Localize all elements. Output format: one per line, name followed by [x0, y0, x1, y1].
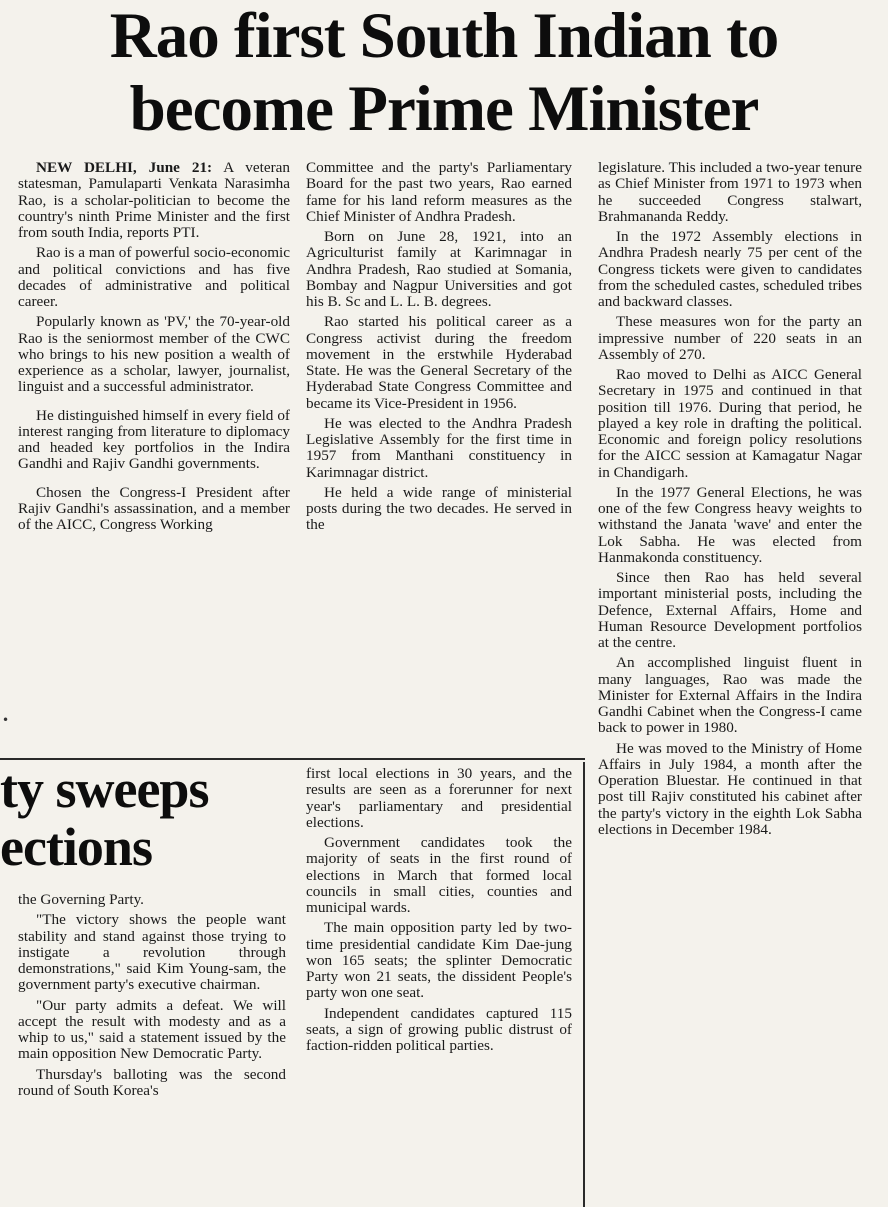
second-story-paragraph: The main opposition party led by two-time presidential candidate Kim Dae-jung won 165 seats; the splinter Democratic Party won 21 seats, the dissident People's party won one seat.: [306, 919, 572, 1002]
second-story-column-2: [306, 766, 572, 1054]
main-headline-line-1: Rao first South Indian to: [109, 0, 779, 72]
main-story-paragraph-text: A veteran statesman, Pamulaparti Venkata Narasimha Rao, is a scholar-politician to become the country's ninth Prime Minister and the first from south India, reports PTI.: [18, 159, 290, 241]
second-story-paragraph: "The victory shows the people want stability and stand against those trying to instigate a revolution through demonstrations," said Kim Young-sam, the government party's executive chairman.: [18, 911, 286, 994]
main-story-paragraph: He held a wide range of ministerial posts during the two decades. He served in the: [306, 483, 572, 534]
main-story-paragraph: In the 1977 General Elections, he was one of the few Congress heavy weights to withstand the Janata 'wave' and enter the Lok Sabha. He was elected from Hanmakonda constituency.: [598, 483, 862, 566]
main-story-paragraph: Since then Rao has held several important ministerial posts, including the Defence, External Affairs, Home and Human Resource Development portfolios at the centre.: [598, 569, 862, 651]
second-story-paragraph: Thursday's balloting was the second round of South Korea's: [18, 1065, 286, 1099]
main-story-paragraph: Committee and the party's Parliamentary Board for the past two years, Rao earned fame for his land reform measures as the Chief Minister of Andhra Pradesh.: [306, 159, 572, 225]
second-story-headline: [0, 760, 290, 876]
main-story-paragraph: Popularly known as 'PV,' the 70-year-old Rao is the seniormost member of the CWC who brings to his new position a wealth of experience as a scholar, lawyer, journalist, linguist and a successful administrator.: [18, 313, 290, 396]
main-story-paragraph: Rao is a man of powerful socio-economic and political convictions and has five decades of administrative and political career.: [18, 244, 290, 310]
column-rule: [583, 762, 585, 1207]
second-story-paragraph: Independent candidates captured 115 seats, a sign of growing public distrust of faction-ridden political parties.: [306, 1004, 572, 1054]
main-story-column-3: [598, 160, 862, 838]
second-headline-line-1: ty sweeps: [0, 759, 209, 819]
main-story-paragraph: legislature. This included a two-year tenure as Chief Minister from 1971 to 1973 when he succeeded Congress stalwart, Brahmananda Reddy.: [598, 159, 862, 225]
main-headline: [0, 0, 888, 160]
main-story-paragraph: He was elected to the Andhra Pradesh Legislative Assembly for the first time in 1957 from Manthani constituency in Karimnagar district.: [306, 414, 572, 481]
main-story-column-2: [306, 160, 572, 534]
main-story-paragraph: He was moved to the Ministry of Home Affairs in July 1984, a month after the Operation Bluestar. He continued in that post till Rajiv constituted his cabinet after the party's victory in the eighth Lok Sabha elections in December 1984.: [598, 739, 862, 838]
main-story-paragraph: In the 1972 Assembly elections in Andhra Pradesh nearly 75 per cent of the Congress tickets were given to candidates from the scheduled castes, scheduled tribes and backward classes.: [598, 228, 862, 310]
second-story-paragraph: first local elections in 30 years, and the results are seen as a forerunner for next year's parliamentary and presidential elections.: [306, 765, 572, 831]
second-story-paragraph: Government candidates took the majority of seats in the first round of elections in March that formed local councils in small cities, counties and municipal wards.: [306, 834, 572, 916]
main-story-paragraph: Born on June 28, 1921, into an Agriculturist family at Karimnagar in Andhra Pradesh, Rao studied at Somania, Bombay and Nagpur Universities and got his B. Sc and L. L. B. degrees.: [306, 228, 572, 310]
second-story-column-1: [18, 892, 286, 1099]
second-headline-line-2: ections: [0, 817, 152, 877]
main-story-paragraph: Chosen the Congress-I President after Rajiv Gandhi's assassination, and a member of the AICC, Congress Working: [18, 483, 290, 533]
dateline: NEW DELHI, June 21:: [36, 159, 213, 176]
main-story-paragraph: These measures won for the party an impressive number of 220 seats in an Assembly of 270.: [598, 313, 862, 363]
main-story-paragraph: [18, 160, 290, 241]
main-story-paragraph: Rao moved to Delhi as AICC General Secretary in 1975 and continued in that position till 1976. During that period, he played a key role in drafting the political. Economic and foreign policy resolutions for the AICC session at Kamagatur Nagar in Chandigarh.: [598, 366, 862, 481]
main-headline-line-2: become Prime Minister: [129, 73, 759, 145]
main-story-paragraph: He distinguished himself in every field of interest ranging from literature to diplomacy and headed key portfolios in the Indira Gandhi and Rajiv Gandhi governments.: [18, 406, 290, 473]
second-story-paragraph: "Our party admits a defeat. We will accept the result with modesty and as a whip to us," said a statement issued by the main opposition New Democratic Party.: [18, 996, 286, 1063]
second-story-paragraph: the Governing Party.: [18, 891, 144, 908]
margin-mark: •: [2, 713, 10, 727]
main-story-paragraph: Rao started his political career as a Congress activist during the freedom movement in the erstwhile Hyderabad State. He was the General Secretary of the Hyderabad State Congress Committee and became its Vice-President in 1956.: [306, 313, 572, 412]
main-story-paragraph: An accomplished linguist fluent in many languages, Rao was made the Minister for External Affairs in the Indira Gandhi Cabinet when the Congress-I came back to power in 1980.: [598, 654, 862, 737]
main-story-column-1: [18, 160, 290, 533]
